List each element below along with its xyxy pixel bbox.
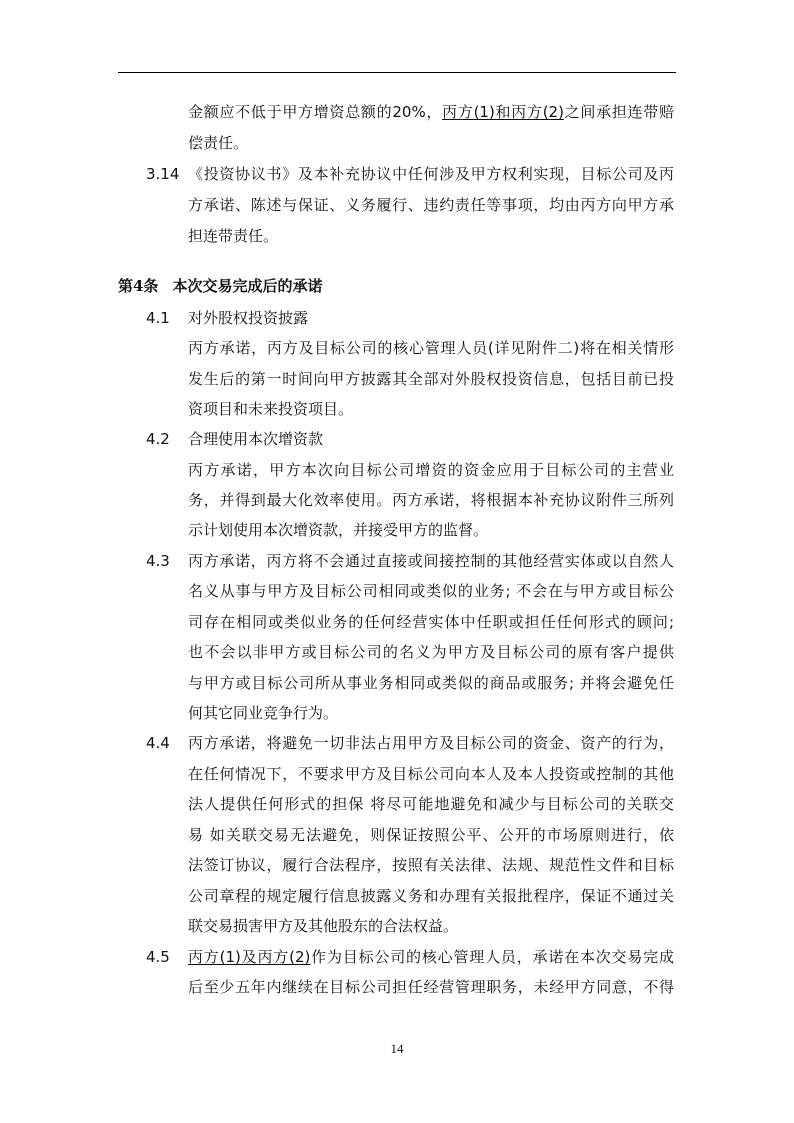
clause-4-2-line-2: 务，并得到最大化效率使用。丙方承诺，将根据本补充协议附件三所列 xyxy=(188,491,674,509)
header-rule xyxy=(118,72,676,73)
page-number: 14 xyxy=(390,1041,404,1056)
clause-4-4-line-7: 联交易损害甲方及其他股东的合法权益。 xyxy=(188,917,459,935)
clause-4-5-line-1: 丙方(1)及丙方(2)作为目标公司的核心管理人员，承诺在本次交易完成 xyxy=(188,948,674,966)
clause-4-2-title: 合理使用本次增资款 xyxy=(188,430,324,448)
clause-4-1-line-2: 发生后的第一时间向甲方披露其全部对外股权投资信息，包括目前已投 xyxy=(188,370,674,388)
clause-3-14-line-3: 担连带责任。 xyxy=(188,227,279,245)
clause-4-1-number: 4.1 xyxy=(146,309,170,327)
clause-3-14-line-2: 方承诺、陈述与保证、义务履行、违约责任等事项，均由丙方向甲方承 xyxy=(188,196,674,214)
clause-3-13-line-2: 偿责任。 xyxy=(188,134,249,152)
clause-4-3-line-6: 何其它同业竞争行为。 xyxy=(188,704,339,722)
clause-4-4-line-2: 在任何情况下，不要求甲方及目标公司向本人及本人投资或控制的其他 xyxy=(188,765,674,783)
clause-4-5-number: 4.5 xyxy=(146,948,170,966)
clause-4-2-line-3: 示计划使用本次增资款，并接受甲方的监督。 xyxy=(188,521,489,539)
party-c-underlined: 丙方(1)及丙方(2) xyxy=(188,948,311,966)
article-4-number: 第4条 xyxy=(118,277,159,295)
clause-3-13-line-1: 金额应不低于甲方增资总额的20%，丙方(1)和丙方(2)之间承担连带赔 xyxy=(188,103,674,121)
clause-4-4-line-4: 易 如关联交易无法避免，则保证按照公平、公开的市场原则进行，依 xyxy=(188,826,674,844)
clause-4-3-line-5: 与甲方或目标公司所从事业务相同或类似的商品或服务; 并将会避免任 xyxy=(188,674,674,692)
clause-4-4-number: 4.4 xyxy=(146,734,170,752)
party-c-underlined: 丙方(1)和丙方(2) xyxy=(442,103,564,121)
clause-4-2-number: 4.2 xyxy=(146,430,170,448)
clause-4-4-line-3: 法人提供任何形式的担保 将尽可能地避免和减少与目标公司的关联交 xyxy=(188,795,674,813)
clause-3-14-line-1: 《投资协议书》及本补充协议中任何涉及甲方权利实现，目标公司及丙 xyxy=(188,165,674,183)
clause-4-3-line-1: 丙方承诺，丙方将不会通过直接或间接控制的其他经营实体或以自然人 xyxy=(188,552,674,570)
clause-4-1-line-1: 丙方承诺，丙方及目标公司的核心管理人员(详见附件二)将在相关情形 xyxy=(188,339,674,357)
clause-4-3-number: 4.3 xyxy=(146,552,170,570)
clause-4-3-line-3: 司存在相同或类似业务的任何经营实体中任职或担任任何形式的顾问; xyxy=(188,613,674,631)
clause-4-4-line-1: 丙方承诺，将避免一切非法占用甲方及目标公司的资金、资产的行为， xyxy=(188,734,674,752)
clause-3-14-number: 3.14 xyxy=(146,165,180,183)
clause-4-1-line-3: 资项目和未来投资项目。 xyxy=(188,400,354,418)
clause-4-5-line-2: 后至少五年内继续在目标公司担任经营管理职务，未经甲方同意，不得 xyxy=(188,978,674,996)
article-4-heading xyxy=(118,276,322,296)
clause-4-4-line-5: 法签订协议，履行合法程序，按照有关法律、法规、规范性文件和目标 xyxy=(188,856,674,874)
clause-4-1-title: 对外股权投资披露 xyxy=(188,309,309,327)
clause-4-3-line-2: 名义从事与甲方及目标公司相同或类似的业务; 不会在与甲方或目标公 xyxy=(188,582,674,600)
clause-4-3-line-4: 也不会以非甲方或目标公司的名义为甲方及目标公司的原有客户提供 xyxy=(188,643,674,661)
clause-4-4-line-6: 公司章程的规定履行信息披露义务和办理有关报批程序，保证不通过关 xyxy=(188,887,674,905)
article-4-title: 本次交易完成后的承诺 xyxy=(172,277,323,295)
clause-4-2-line-1: 丙方承诺，甲方本次向目标公司增资的资金应用于目标公司的主营业 xyxy=(188,461,674,479)
